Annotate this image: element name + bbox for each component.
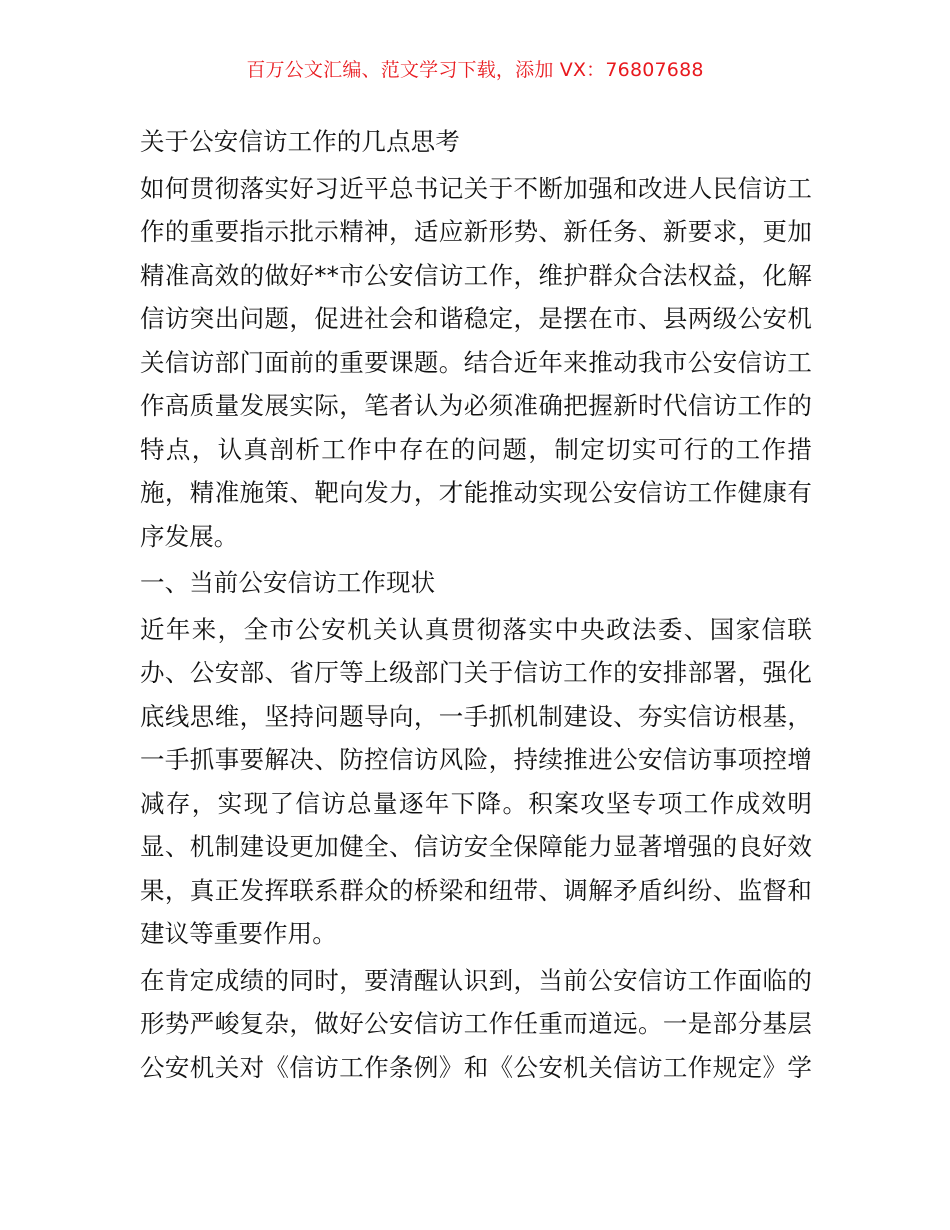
paragraph-challenges	[140, 959, 812, 1090]
paragraph-line: 形势严峻复杂，做好公安信访工作任重而道远。一是部分基层	[140, 1009, 812, 1038]
paragraph-line: 办、公安部、省厅等上级部门关于信访工作的安排部署，强化	[140, 658, 812, 687]
paragraph-line: 如何贯彻落实好习近平总书记关于不断加强和改进人民信访工	[140, 173, 812, 203]
section-heading-line: 一、当前公安信访工作现状	[140, 568, 436, 597]
paragraph-line: 一手抓事要解决、防控信访风险，持续推进公安信访事项控增	[140, 745, 812, 774]
paragraph-line: 序发展。	[140, 521, 239, 551]
paragraph-line: 显、机制建设更加健全、信访安全保障能力显著增强的良好效	[140, 832, 812, 861]
paragraph-line: 关信访部门面前的重要课题。结合近年来推动我市公安信访工	[140, 347, 812, 377]
section-heading	[140, 561, 812, 605]
paragraph-line: 特点，认真剖析工作中存在的问题，制定切实可行的工作措	[140, 434, 812, 464]
paragraph-line: 果，真正发挥联系群众的桥梁和纽带、调解矛盾纠纷、监督和	[140, 875, 812, 905]
paragraph-status	[140, 608, 812, 956]
paragraph-line: 在肯定成绩的同时，要清醒认识到，当前公安信访工作面临的	[140, 965, 812, 995]
paragraph-intro	[140, 167, 812, 559]
paragraph-line: 减存，实现了信访总量逐年下降。积案攻坚专项工作成效明	[140, 788, 812, 818]
paragraph-line: 底线思维，坚持问题导向，一手抓机制建设、夯实信访根基，	[140, 701, 812, 731]
watermark-banner: 百万公文汇编、范文学习下载，添加 VX：76807688	[246, 59, 704, 81]
paragraph-line: 作的重要指示批示精神，适应新形势、新任务、新要求，更加	[140, 217, 812, 246]
paragraph-line: 公安机关对《信访工作条例》和《公安机关信访工作规定》学	[140, 1052, 812, 1082]
paragraph-line: 近年来，全市公安机关认真贯彻落实中央政法委、国家信联	[140, 614, 812, 644]
document-title: 关于公安信访工作的几点思考	[140, 127, 460, 156]
paragraph-line: 信访突出问题，促进社会和谐稳定，是摆在市、县两级公安机	[140, 304, 812, 333]
paragraph-line: 精准高效的做好**市公安信访工作，维护群众合法权益，化解	[140, 260, 812, 290]
paragraph-line: 建议等重要作用。	[140, 919, 337, 948]
document-body	[140, 120, 812, 1089]
paragraph-line: 施，精准施策、靶向发力，才能推动实现公安信访工作健康有	[140, 478, 812, 507]
paragraph-line: 作高质量发展实际，笔者认为必须准确把握新时代信访工作的	[140, 391, 812, 420]
